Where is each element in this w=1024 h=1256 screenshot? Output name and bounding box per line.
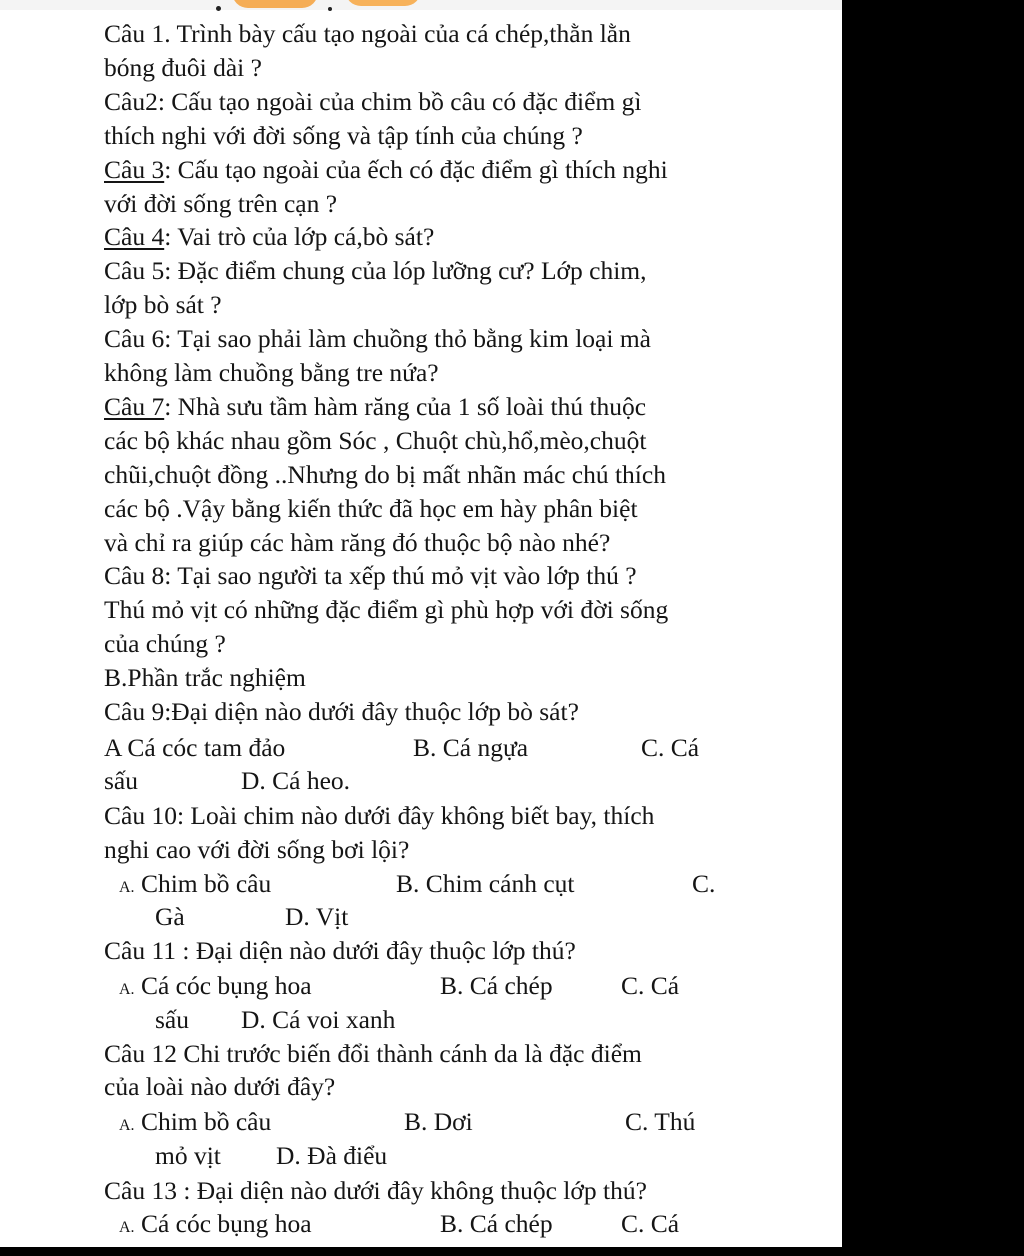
- line-text: Câu 5: Đặc điểm chung của lóp lưỡng cư? Lớp chim,: [104, 256, 647, 286]
- line-text: chũi,chuột đồng ..Nhưng do bị mất nhãn mác chú thích: [104, 459, 666, 489]
- ink-dot: [328, 7, 332, 11]
- text-line: [104, 425, 646, 457]
- q11-option-a: [119, 970, 312, 1006]
- q10-prompt-line: Câu 10: Loài chim nào dưới đây không biết bay, thích: [104, 801, 655, 830]
- q11-prompt-line: Câu 11 : Đại diện nào dưới đây thuộc lớp thú?: [104, 936, 576, 965]
- q13-option-c: C. Cá: [621, 1209, 680, 1238]
- text-line: [104, 628, 226, 660]
- q13-prompt-line: Câu 13 : Đại diện nào dưới đây không thuộc lớp thú?: [104, 1176, 647, 1205]
- q13-option-a-text: Cá cóc bụng hoa: [134, 1209, 312, 1238]
- q10-option-a-text: Chim bồ câu: [134, 869, 272, 898]
- line-text: của chúng ?: [104, 629, 226, 659]
- q12-option-a: [119, 1106, 271, 1142]
- text-line: [104, 391, 646, 423]
- text-line: [104, 560, 637, 592]
- q12-option-c: C. Thú: [625, 1107, 696, 1136]
- q13-option-a: [119, 1208, 312, 1244]
- line-text: các bộ .Vậy bằng kiến thức đã học em hày phân biệt: [104, 493, 638, 523]
- question-number-underlined: Câu 3: [104, 154, 165, 184]
- text-line: [104, 255, 647, 287]
- text-line: [104, 594, 668, 626]
- orange-decoration: [232, 0, 318, 8]
- q11-option-c-cont: sấu: [155, 1005, 189, 1034]
- ink-dot: [216, 6, 221, 11]
- q12-option-b: B. Dơi: [404, 1107, 473, 1136]
- q9-option-d: D. Cá heo.: [241, 766, 351, 795]
- text-line: [104, 459, 666, 491]
- q11-option-b: B. Cá chép: [440, 971, 553, 1000]
- line-text: Thú mỏ vịt có những đặc điểm gì phù hợp với đời sống: [104, 595, 669, 625]
- line-text: : Cấu tạo ngoài của ếch có đặc điểm gì thích nghi: [164, 154, 668, 184]
- q12-prompt-line: của loài nào dưới đây?: [104, 1072, 336, 1101]
- q9-option-a: A Cá cóc tam đảo: [104, 733, 286, 762]
- text-line: [104, 493, 638, 525]
- q9-option-c: C. Cá: [641, 733, 700, 762]
- line-text: Câu 9:Đại diện nào dưới đây thuộc lớp bò sát?: [104, 697, 579, 726]
- q10-option-c-cont: Gà: [155, 902, 185, 931]
- question-number-underlined: Câu 4: [104, 222, 165, 252]
- line-text: bóng đuôi dài ?: [104, 52, 262, 82]
- line-text: : Nhà sưu tầm hàm răng của 1 số loài thú thuộc: [164, 391, 647, 421]
- line-text: thích nghi với đời sống và tập tính của chúng ?: [104, 120, 583, 150]
- text-line: [104, 120, 583, 152]
- line-text: và chỉ ra giúp các hàm răng đó thuộc bộ nào nhé?: [104, 527, 611, 557]
- line-text: các bộ khác nhau gồm Sóc , Chuột chù,hổ,mèo,chuột: [104, 425, 647, 455]
- line-text: B.Phần trắc nghiệm: [104, 663, 306, 693]
- q10-option-d: D. Vịt: [285, 902, 349, 931]
- q12-prompt-line: Câu 12 Chi trước biến đổi thành cánh da là đặc điểm: [104, 1039, 642, 1068]
- text-line: [104, 527, 610, 559]
- q11-option-d: D. Cá voi xanh: [241, 1005, 396, 1034]
- q9-option-c-cont: sấu: [104, 766, 138, 795]
- q10-prompt-line: nghi cao với đời sống bơi lội?: [104, 835, 410, 864]
- q12-option-a-text: Chim bồ câu: [134, 1107, 272, 1136]
- text-line: [104, 323, 651, 355]
- q13-option-a-letter: A.: [119, 1219, 135, 1236]
- line-text: Câu 8: Tại sao người ta xếp thú mỏ vịt vào lớp thú ?: [104, 561, 637, 591]
- line-text: lớp bò sát ?: [104, 290, 222, 320]
- q10-option-a: [119, 868, 271, 904]
- text-line: [104, 86, 641, 118]
- q11-option-a-letter: A.: [119, 981, 135, 998]
- line-text: Câu 6: Tại sao phải làm chuồng thỏ bằng kim loại mà: [104, 324, 651, 354]
- text-line: [104, 696, 579, 728]
- q10-option-b: B. Chim cánh cụt: [396, 869, 575, 898]
- text-line: [104, 221, 434, 253]
- line-text: với đời sống trên cạn ?: [104, 188, 338, 218]
- text-line: [104, 18, 631, 50]
- text-line: [104, 154, 668, 186]
- q12-option-c-cont: mỏ vịt: [155, 1141, 221, 1170]
- line-text: không làm chuồng bằng tre nứa?: [104, 358, 439, 387]
- q13-option-b: B. Cá chép: [440, 1209, 553, 1238]
- q9-option-b: B. Cá ngựa: [413, 733, 529, 762]
- top-edge-strip: [0, 0, 842, 10]
- text-line: [104, 662, 306, 694]
- q12-option-a-letter: A.: [119, 1117, 135, 1134]
- q10-option-a-letter: A.: [119, 879, 135, 896]
- text-line: [104, 289, 222, 321]
- q12-option-d: D. Đà điểu: [276, 1141, 388, 1170]
- q11-option-a-text: Cá cóc bụng hoa: [134, 971, 312, 1000]
- line-text: Câu2: Cấu tạo ngoài của chim bồ câu có đặc điểm gì: [104, 86, 642, 116]
- q10-option-c: C.: [692, 869, 716, 898]
- text-line: [104, 357, 439, 389]
- orange-decoration: [345, 0, 421, 6]
- text-line: [104, 52, 262, 84]
- text-line: [104, 188, 337, 220]
- line-text: Câu 1. Trình bày cấu tạo ngoài của cá chép,thằn lằn: [104, 19, 631, 48]
- question-number-underlined: Câu 7: [104, 391, 165, 421]
- line-text: : Vai trò của lớp cá,bò sát?: [164, 222, 435, 252]
- q11-option-c: C. Cá: [621, 971, 680, 1000]
